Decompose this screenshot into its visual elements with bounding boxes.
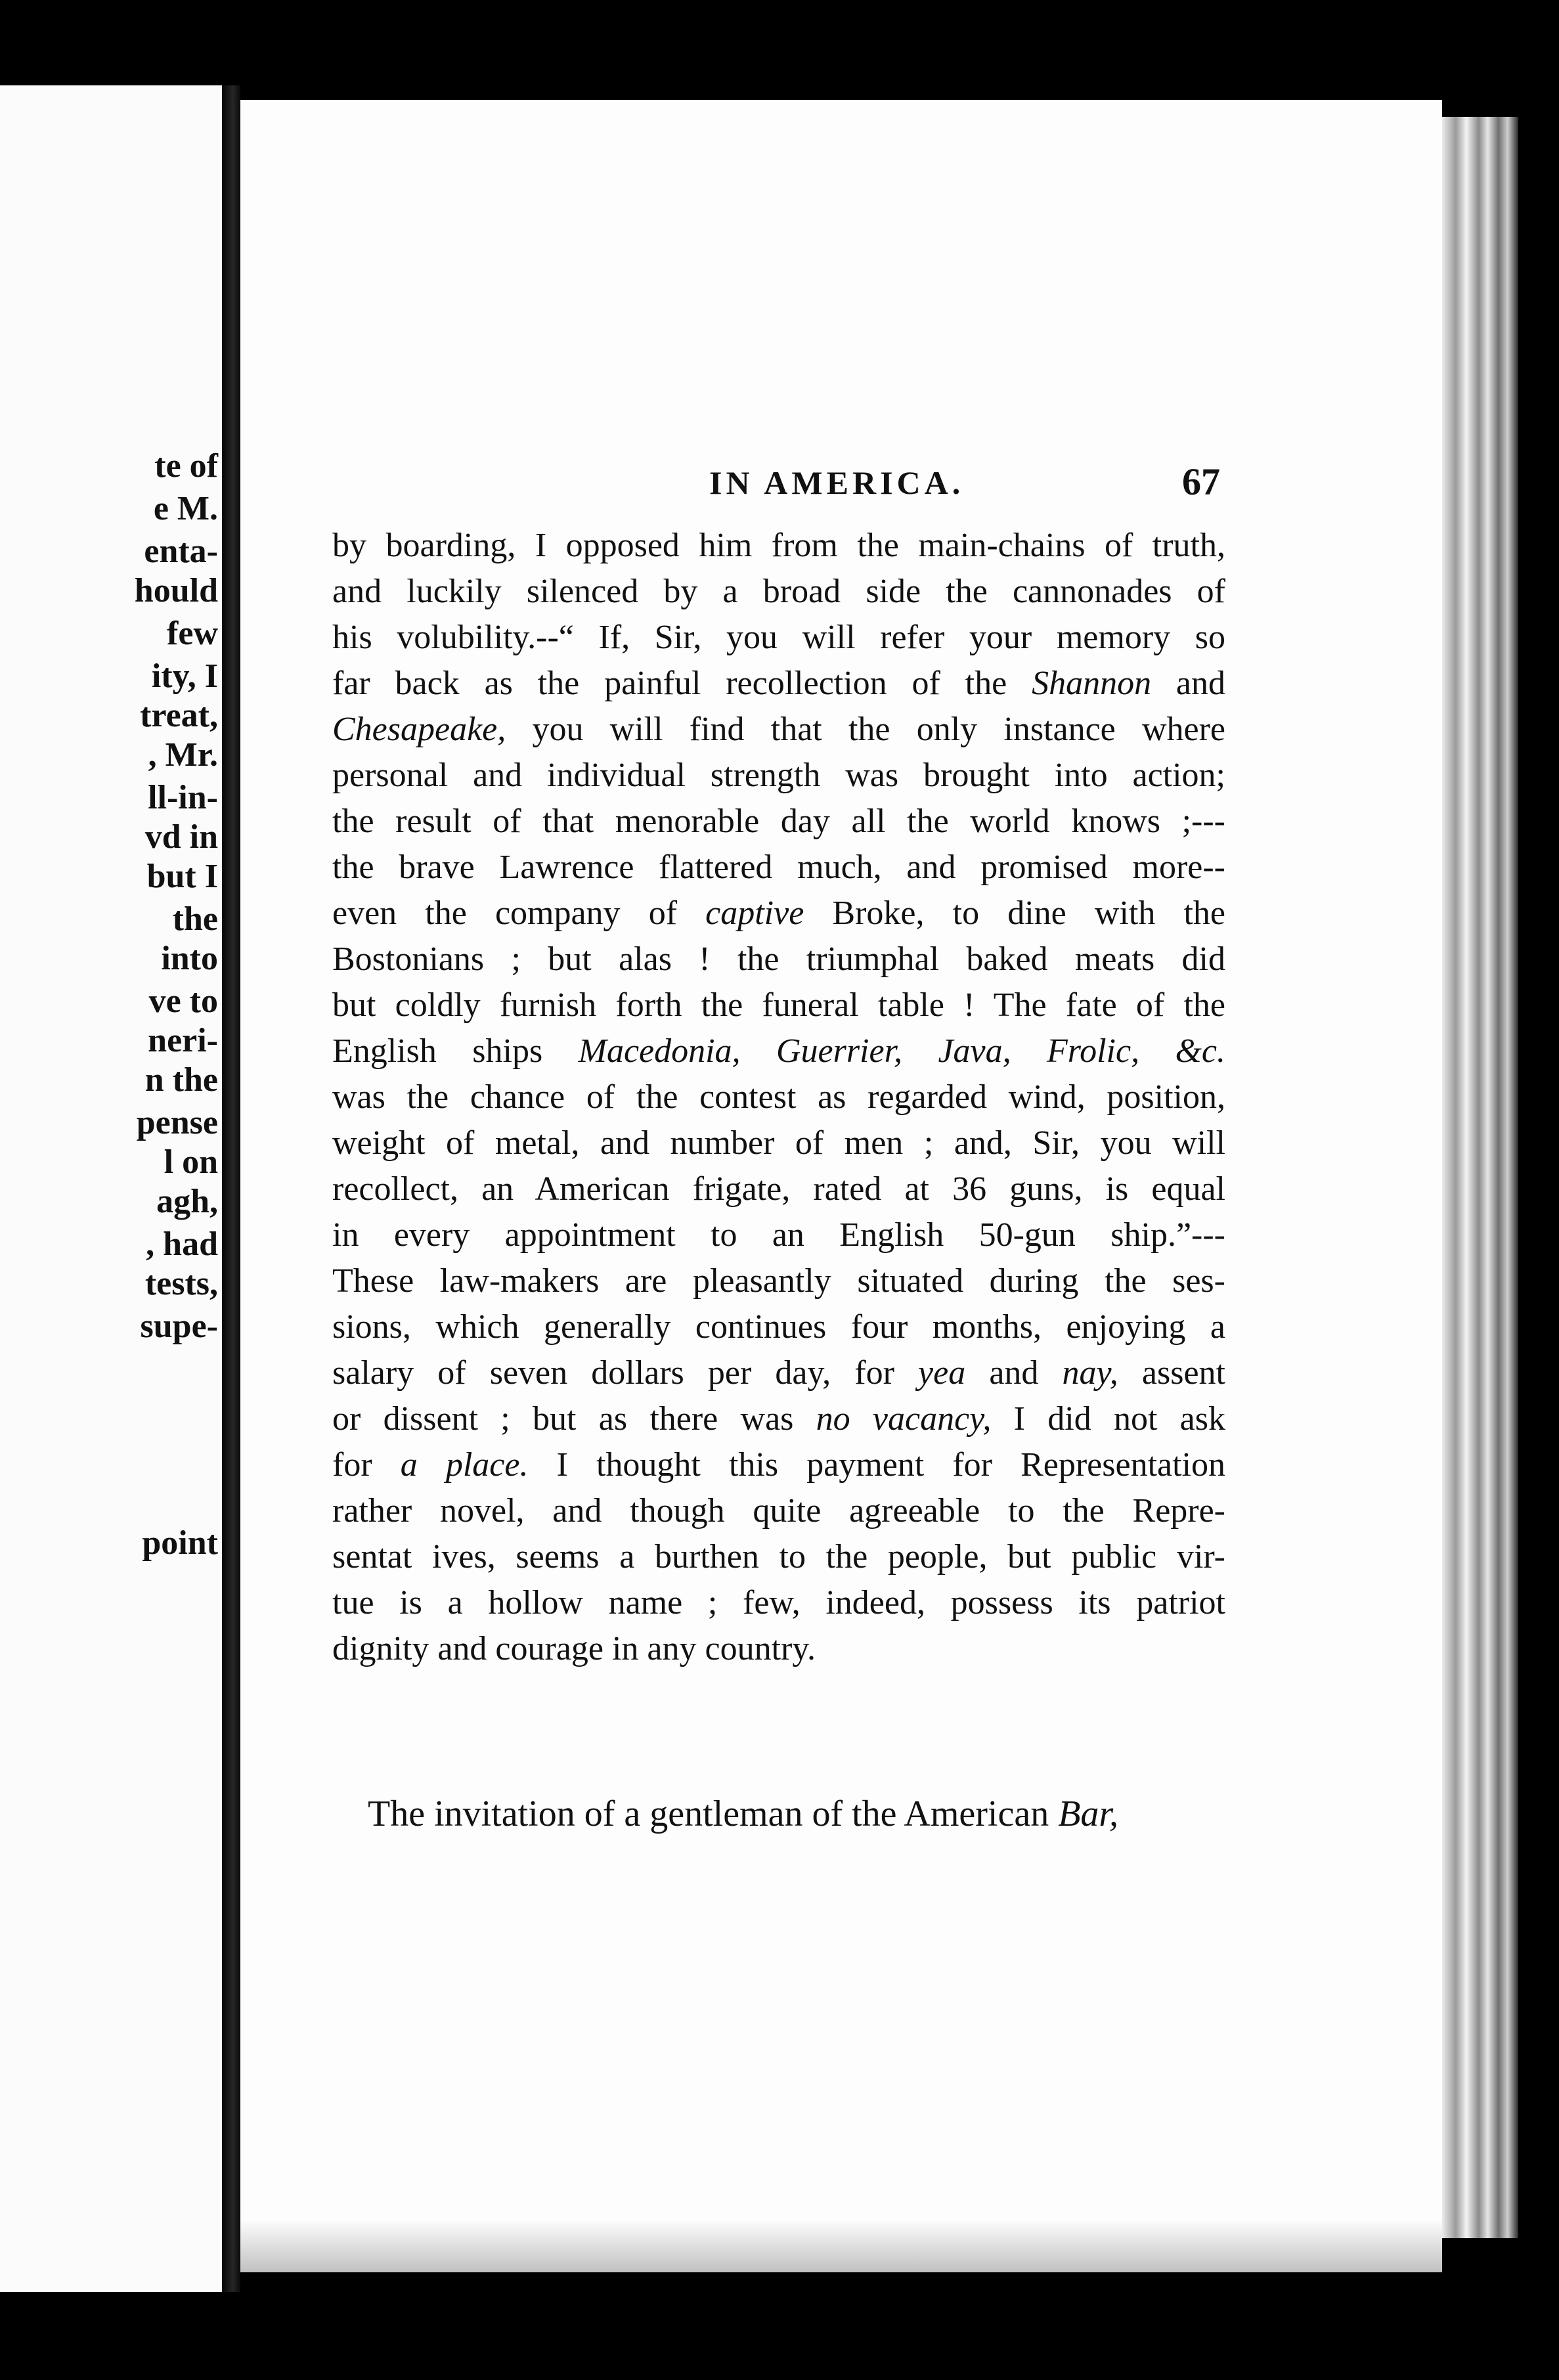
text-segment: the result of that menorable day all the world knows ;---	[332, 803, 1225, 840]
text-line	[332, 937, 1225, 982]
text-segment: tue is a hollow name ; few, indeed, possess its patriot	[332, 1584, 1225, 1621]
italic-text: Bar,	[1058, 1794, 1118, 1834]
left-page-fragment: agh,	[156, 1183, 218, 1220]
left-page-fragment: supe-	[140, 1308, 218, 1345]
italic-text: a place.	[400, 1446, 529, 1484]
text-segment: assent	[1118, 1354, 1225, 1392]
italic-text: yea	[918, 1354, 966, 1392]
text-line	[332, 845, 1225, 891]
italic-text: Shannon	[1032, 665, 1152, 702]
text-segment: even the company of	[332, 894, 706, 932]
italic-text: captive	[705, 894, 804, 932]
text-line	[332, 1166, 1225, 1212]
text-line	[332, 1074, 1225, 1120]
text-line	[332, 1028, 1225, 1074]
text-line	[332, 1212, 1225, 1258]
text-segment: for	[332, 1446, 401, 1484]
text-segment: and	[965, 1354, 1063, 1392]
text-segment: I did not ask	[991, 1400, 1225, 1438]
left-page-fragment: , Mr.	[148, 736, 218, 774]
left-page-fragment: ll-in-	[148, 779, 218, 816]
text-segment: by boarding, I opposed him from the main-chains of truth,	[332, 527, 1225, 564]
italic-text: Macedonia, Guerrier, Java, Frolic, &c.	[578, 1032, 1225, 1070]
text-line	[332, 799, 1225, 845]
text-line	[332, 1304, 1225, 1350]
page-edge-stack	[1442, 117, 1518, 2238]
left-page-fragment: n the	[144, 1061, 218, 1099]
text-segment: you will find that the only instance where	[506, 711, 1225, 748]
text-segment: These law-makers are pleasantly situated during the ses-	[332, 1262, 1225, 1300]
italic-text: no vacancy,	[816, 1400, 992, 1438]
running-head: IN AMERICA.	[709, 464, 965, 501]
left-page-fragment: neri-	[148, 1022, 218, 1059]
page-bottom-shadow	[240, 2220, 1442, 2272]
text-segment: and luckily silenced by a broad side the cannonades of	[332, 573, 1225, 610]
text-segment: salary of seven dollars per day, for	[332, 1354, 919, 1392]
left-page-fragment: ve to	[148, 982, 218, 1020]
text-line	[332, 615, 1225, 661]
left-page-fragment: the	[172, 900, 218, 938]
text-segment: The invitation of a gentleman of the American	[368, 1794, 1059, 1834]
text-segment: his volubility.--“ If, Sir, you will refer your memory so	[332, 619, 1225, 656]
left-page-fragment: , had	[146, 1225, 218, 1263]
page-number: 67	[1182, 460, 1220, 503]
left-page-fragment: e M.	[153, 490, 218, 527]
text-line	[332, 569, 1225, 615]
text-segment: but coldly furnish forth the funeral table ! The fate of the	[332, 986, 1225, 1024]
text-segment: sions, which generally continues four months, enjoying a	[332, 1308, 1225, 1346]
left-page-fragment: enta-	[144, 533, 218, 570]
text-segment: rather novel, and though quite agreeable to the Repre-	[332, 1492, 1225, 1530]
left-page-fragment: point	[142, 1524, 218, 1562]
left-page-fragment: hould	[134, 572, 218, 609]
text-line	[332, 1488, 1225, 1534]
body-paragraph	[332, 523, 1225, 1672]
text-segment: Broke, to dine with the	[804, 894, 1225, 932]
text-line	[332, 1442, 1225, 1488]
left-page-fragment: l on	[164, 1143, 218, 1181]
text-segment: or dissent ; but as there was	[332, 1400, 816, 1438]
text-segment: personal and individual strength was brought into action;	[332, 757, 1225, 794]
left-page-fragment: few	[167, 615, 218, 652]
left-page-fragment: but I	[146, 858, 218, 895]
text-segment: Bostonians ; but alas ! the triumphal baked meats did	[332, 940, 1225, 978]
text-line	[332, 1580, 1225, 1626]
left-page-fragment: pense	[136, 1104, 218, 1141]
italic-text: nay,	[1062, 1354, 1118, 1392]
text-line	[332, 982, 1225, 1028]
left-page-fragment: te of	[154, 447, 218, 485]
text-line	[332, 707, 1225, 753]
italic-text: Chesapeake,	[332, 711, 506, 748]
text-line	[332, 1396, 1225, 1442]
text-segment: and	[1151, 665, 1225, 702]
left-page-fragment: tests,	[144, 1265, 218, 1302]
text-segment: weight of metal, and number of men ; and, Sir, you will	[332, 1124, 1225, 1162]
text-segment: dignity and courage in any country.	[332, 1630, 816, 1667]
text-segment: English ships	[332, 1032, 579, 1070]
left-facing-page	[0, 85, 225, 2292]
left-page-text-fragments	[0, 85, 222, 2292]
left-page-fragment: into	[161, 940, 218, 977]
left-page-fragment: treat,	[140, 697, 218, 734]
text-segment: sentat ives, seems a burthen to the people, but public vir-	[332, 1538, 1225, 1576]
text-line	[332, 1120, 1225, 1166]
text-line	[332, 753, 1225, 799]
left-page-fragment: vd in	[144, 818, 218, 856]
text-line	[332, 1258, 1225, 1304]
text-line	[332, 523, 1225, 569]
book-gutter	[222, 85, 240, 2292]
text-segment: the brave Lawrence flattered much, and promised more--	[332, 848, 1225, 886]
text-segment: in every appointment to an English 50-gun ship.”---	[332, 1216, 1225, 1254]
text-line	[332, 1350, 1225, 1396]
left-page-fragment: ity, I	[151, 657, 218, 695]
text-segment: I thought this payment for Representation	[528, 1446, 1225, 1484]
text-segment: recollect, an American frigate, rated at 36 guns, is equal	[332, 1170, 1225, 1208]
text-line	[332, 1626, 1225, 1672]
text-segment: far back as the painful recollection of the	[332, 665, 1032, 702]
text-line	[332, 1534, 1225, 1580]
next-paragraph-first-line	[368, 1793, 1228, 1835]
text-line	[332, 891, 1225, 937]
text-line	[332, 661, 1225, 707]
text-segment: was the chance of the contest as regarded wind, position,	[332, 1078, 1225, 1116]
